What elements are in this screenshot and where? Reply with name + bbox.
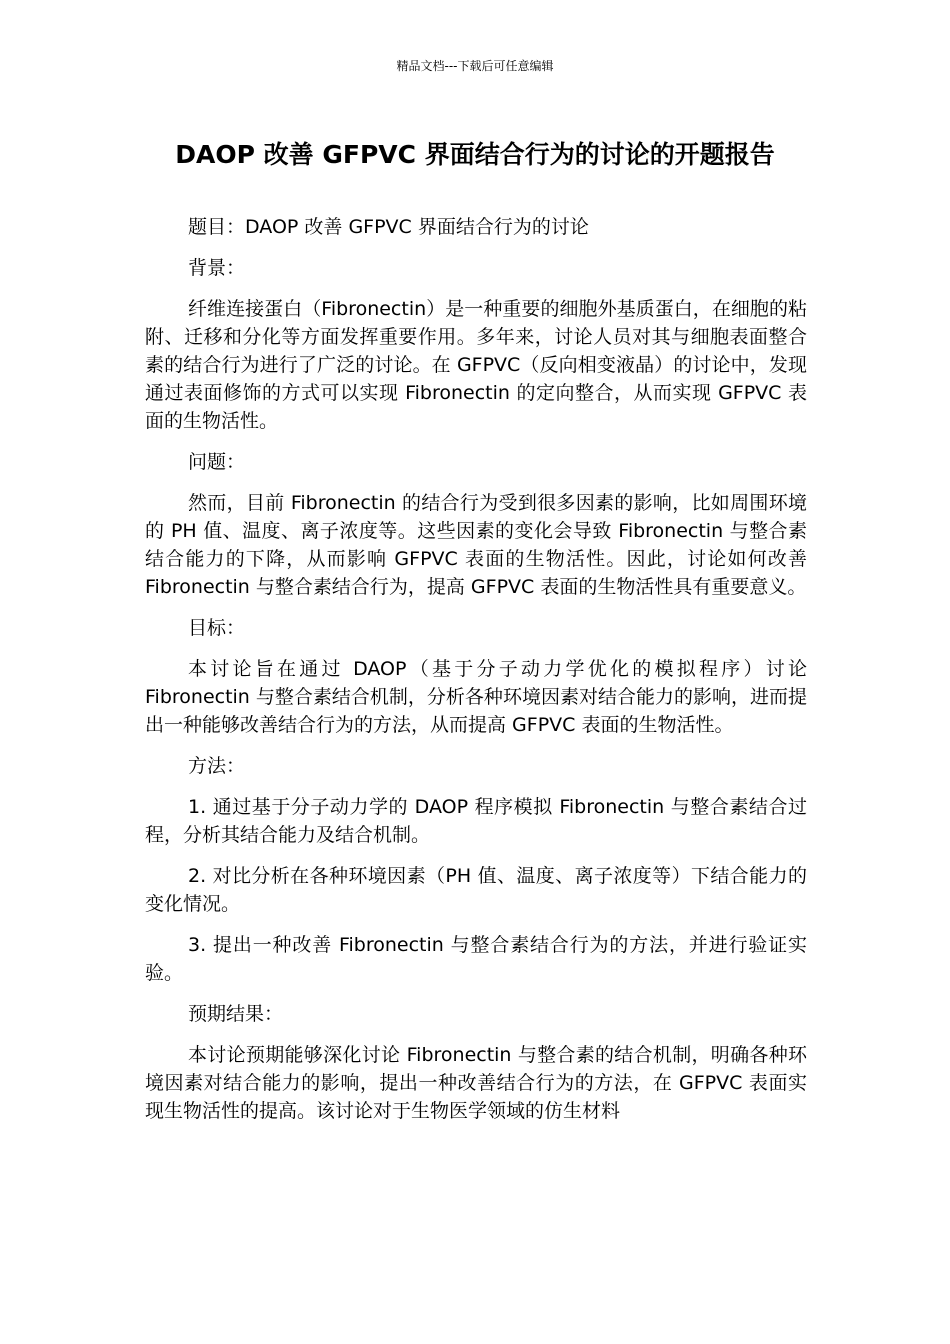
method-item-3: 3. 提出一种改善 Fibronectin 与整合素结合行为的方法，并进行验证实验。	[145, 934, 807, 984]
heading-goal: 目标：	[188, 617, 246, 639]
method-item-2: 2. 对比分析在各种环境因素（PH 值、温度、离子浓度等）下结合能力的变化情况。	[145, 865, 807, 915]
document-title: DAOP 改善 GFPVC 界面结合行为的讨论的开题报告	[175, 140, 775, 169]
paragraph-background: 纤维连接蛋白（Fibronectin）是一种重要的细胞外基质蛋白，在细胞的粘附、迁移和分化等方面发挥重要作用。多年来，讨论人员对其与细胞表面整合素的结合行为进行了广泛的讨论。在 GFPVC（反向相变液晶）的讨论中，发现通过表面修饰的方式可以实现 Fibronectin 的定向整合，从而实现 GFPVC 表面的生物活性。	[145, 298, 807, 432]
paragraph-expected-results: 本讨论预期能够深化讨论 Fibronectin 与整合素的结合机制，明确各种环境因素对结合能力的影响，提出一种改善结合行为的方法，在 GFPVC 表面实现生物活性的提高。该讨论对于生物医学领域的仿生材料	[145, 1044, 807, 1122]
header-note: 精品文档---下载后可任意编辑	[396, 59, 554, 73]
paragraph-problem: 然而，目前 Fibronectin 的结合行为受到很多因素的影响，比如周围环境的 PH 值、温度、离子浓度等。这些因素的变化会导致 Fibronectin 与整合素结合能力的下降，从而影响 GFPVC 表面的生物活性。因此，讨论如何改善 Fibronectin 与整合素结合行为，提高 GFPVC 表面的生物活性具有重要意义。	[145, 492, 807, 598]
heading-background: 背景：	[188, 257, 246, 279]
method-item-1: 1. 通过基于分子动力学的 DAOP 程序模拟 Fibronectin 与整合素结合过程，分析其结合能力及结合机制。	[145, 796, 807, 846]
paragraph-goal: 本讨论旨在通过 DAOP（基于分子动力学优化的模拟程序）讨论 Fibronectin 与整合素结合机制，分析各种环境因素对结合能力的影响，进而提出一种能够改善结合行为的方法，从而提高 GFPVC 表面的生物活性。	[145, 658, 807, 736]
paragraph-topic: 题目：DAOP 改善 GFPVC 界面结合行为的讨论	[188, 216, 589, 238]
heading-method: 方法：	[188, 755, 246, 777]
document-body	[145, 213, 807, 1138]
heading-expected-results: 预期结果：	[188, 1003, 284, 1025]
heading-problem: 问题：	[188, 451, 246, 473]
